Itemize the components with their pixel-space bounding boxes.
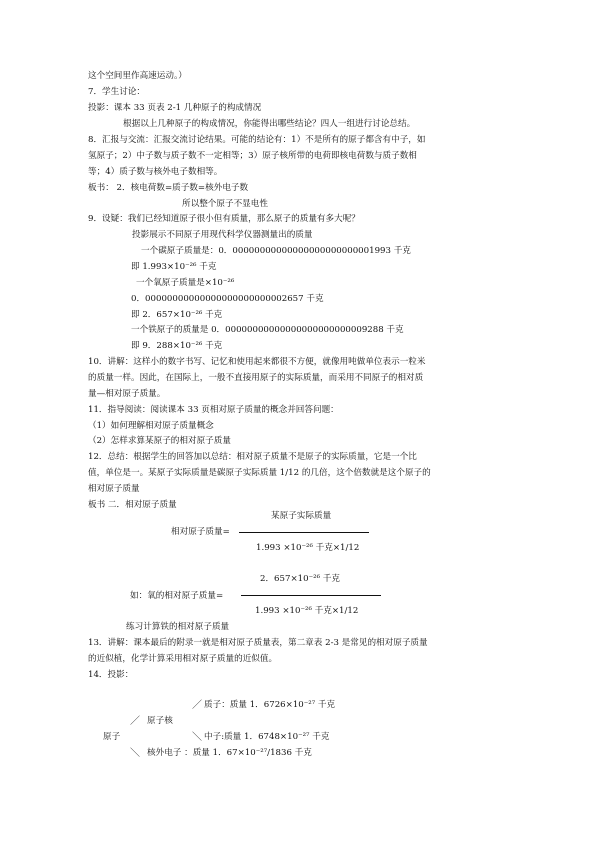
section-14-heading: 14．投影： — [88, 670, 134, 680]
section-11-heading: 11．指导阅读：阅读课本 33 页相对原子质量的概念并回答问题： — [88, 405, 339, 415]
branch-slash-down: ＼ — [130, 748, 140, 759]
formula-1-fraction-bar — [239, 532, 369, 533]
formula-2-numerator: 2．657×10⁻²⁶ 千克 — [260, 574, 340, 584]
text-line: （2）怎样求算某原子的相对原子质量 — [88, 436, 231, 446]
diagram-neutron: 中子:质量 1．6748×10⁻²⁷ 千克 — [204, 732, 330, 742]
text-line: 即 9．288×10⁻²⁶ 千克 — [131, 341, 223, 351]
section-13-heading: 13．讲解：课本最后的附录一就是相对原子质量表，第二章表 2-3 是常见的相对原子质量 — [88, 638, 428, 648]
formula-1-numerator: 某原子实际质量 — [271, 511, 332, 521]
text-line: 根据以上几种原子的构成情况，你能得出哪些结论？四人一组进行讨论总结。 — [123, 119, 416, 129]
text-line: 的近似植，化学计算采用相对原子质量的近似值。 — [88, 654, 278, 664]
text-line: 这个空间里作高速运动。） — [88, 71, 187, 81]
text-line: 即 2．657×10⁻²⁶ 千克 — [131, 310, 223, 320]
text-line: 氢原子；2）中子数与质子数不一定相等；3）原子核所带的电荷即核电荷数与质子数相 — [88, 151, 417, 161]
text-line: 一个铁原子的质量是 0．00000000000000000000000009288 千克 — [131, 325, 404, 335]
diagram-electron: 核外电子 ：质量 1．67×10⁻²⁷/1836 千克 — [147, 748, 312, 758]
formula-2-fraction-bar — [241, 595, 381, 596]
text-line: （1）如何理解相对原子质量概念 — [88, 421, 214, 431]
diagram-proton: 质子：质量 1．6726×10⁻²⁷ 千克 — [204, 700, 336, 710]
text-line: 一个碳原子质量是：0．00000000000000000000000001993 千克 — [141, 246, 411, 256]
blackboard-note: 板书 二．相对原子质量 — [88, 500, 177, 510]
diagram-nucleus: 原子核 — [147, 716, 173, 726]
text-line: 值，单位是一。某原子实际质量是碳原子实际质量 1/12 的几倍，这个倍数就是这个原子的 — [88, 468, 431, 478]
formula-1-lhs: 相对原子质量= — [171, 527, 230, 537]
formula-2-denominator: 1.993 ×10⁻²⁶ 千克×1/12 — [255, 606, 359, 616]
text-line: 的质量一样。因此，在国际上，一般不直接用原子的实际质量，而采用不同原子的相对质 — [88, 373, 424, 383]
text-line: 一个氧原子质量是×10⁻²⁶ — [136, 278, 235, 288]
text-line: 即 1.993×10⁻²⁶ 千克 — [131, 262, 217, 272]
section-8-heading: 8．汇报与交流：汇报交流讨论结果。可能的结论有：1）不是所有的原子都含有中子，如 — [88, 135, 426, 145]
section-7-heading: 7．学生讨论： — [88, 87, 146, 97]
text-line: 等；4）质子数与核外电子数相等。 — [88, 167, 223, 177]
formula-1-denominator: 1.993 ×10⁻²⁶ 千克×1/12 — [256, 543, 360, 553]
section-10-heading: 10．讲解：这样小的数字书写、记忆和使用起来都很不方便，就像用吨做单位表示一粒米 — [88, 357, 426, 367]
text-line: 练习计算铁的相对原子质量 — [126, 622, 230, 632]
section-9-heading: 9．设疑：我们已经知道原子很小但有质量，那么原子的质量有多大呢？ — [88, 214, 360, 224]
branch-slash-up: ／ — [130, 716, 140, 727]
section-12-heading: 12．总结：根据学生的回答加以总结：相对原子质量不是原子的实际质量，它是一个比 — [88, 452, 417, 462]
text-line: 量—相对原子质量。 — [88, 389, 166, 399]
text-line: 所以整个原子不显电性 — [182, 199, 268, 209]
formula-2-lhs: 如：氧的相对原子质量= — [130, 591, 224, 601]
text-line: 相对原子质量 — [88, 484, 140, 494]
blackboard-note: 板书： 2．核电荷数=质子数=核外电子数 — [88, 183, 249, 193]
diagram-atom: 原子 — [103, 732, 121, 742]
branch-slash-down: ＼ — [192, 732, 202, 743]
text-line: 投影展示不同原子用现代科学仪器测量出的质量 — [132, 230, 313, 240]
text-line: 0．00000000000000000000000002657 千克 — [131, 294, 324, 304]
text-line: 投影：课本 33 页表 2-1 几种原子的构成情况 — [88, 103, 262, 113]
branch-slash-up: ／ — [192, 700, 202, 711]
